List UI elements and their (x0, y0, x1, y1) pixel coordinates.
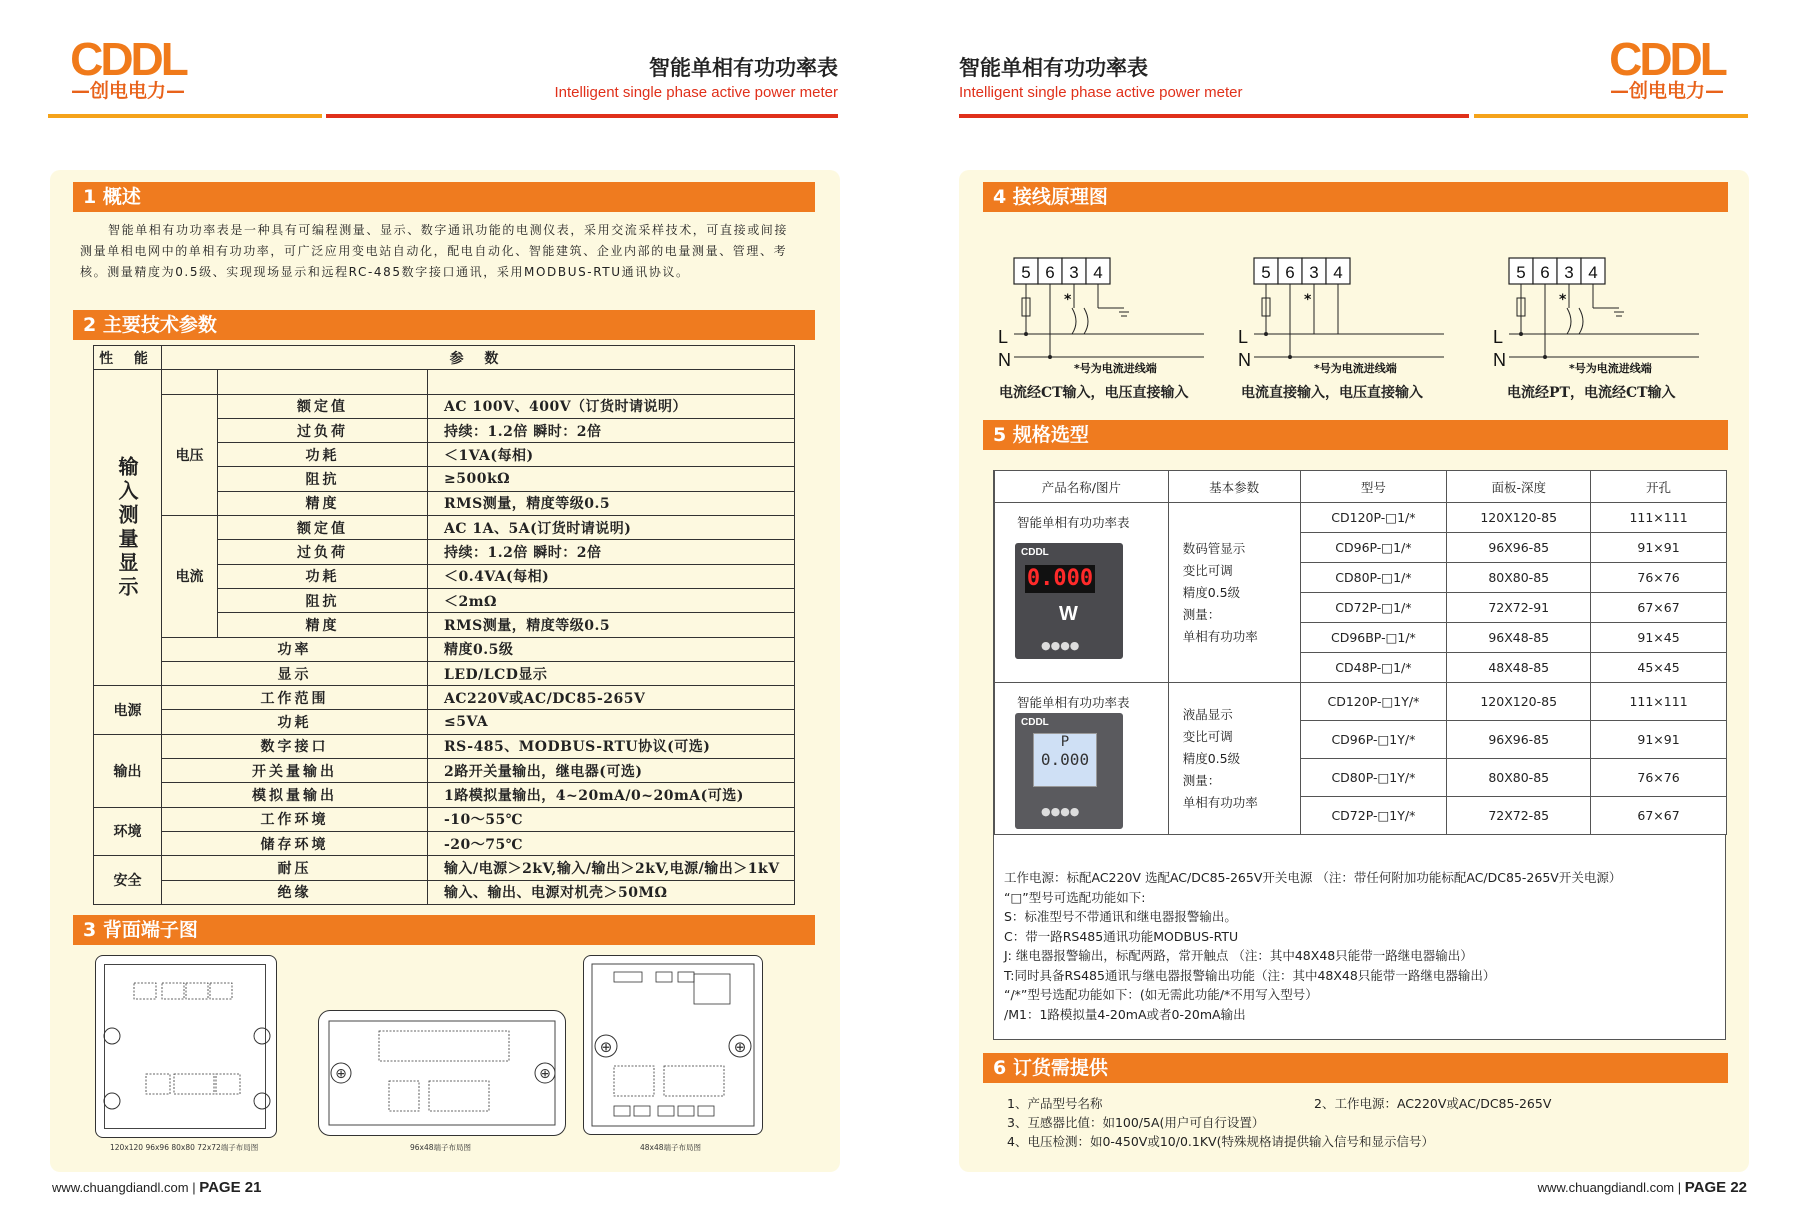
param-value: 输入/电源＞2kV,输入/输出＞2kV,电源/输出＞1kV (428, 856, 795, 880)
param-name: 精度 (218, 491, 428, 515)
param-row (94, 734, 795, 758)
param-value: ＜2mΩ (428, 588, 795, 612)
header-title-en: Intelligent single phase active power meter (554, 84, 838, 101)
group-env: 环境 (94, 807, 162, 856)
param-value: RMS测量，精度等级0.5 (428, 613, 795, 637)
param-row (94, 880, 795, 904)
tech-params-table (93, 345, 795, 905)
led-display: 0.000 (1026, 566, 1094, 591)
svg-text:*: * (1064, 292, 1072, 308)
group-voltage: 电压 (162, 394, 218, 515)
param-row (94, 807, 795, 831)
section-3-title: 3 背面端子图 (73, 915, 815, 945)
wiring-caption-2: 电流直接输入，电压直接输入 (1241, 385, 1423, 401)
param-row (94, 831, 795, 855)
current-inlet-note: *号为电流进线端 (1569, 362, 1652, 375)
order-item-2: 2、工作电源：AC220V或AC/DC85-265V (1314, 1096, 1552, 1111)
model-cell: CD72P-□1Y/* (1300, 797, 1447, 835)
product-name: 智能单相有功功率表 (1017, 515, 1130, 530)
panel-depth-cell: 72X72-91 (1447, 593, 1591, 623)
line-N-label: N (1238, 350, 1251, 370)
section-1-title: 1 概述 (73, 182, 815, 212)
param-name: 额定值 (218, 394, 428, 418)
param-name: 阻抗 (218, 588, 428, 612)
param-value: RS-485、MODBUS-RTU协议(可选) (428, 734, 795, 758)
group-power: 电源 (94, 686, 162, 735)
terminal-number: 4 (1588, 263, 1598, 282)
spec-note: /M1：1路模拟量4-20mA或者0-20mA输出 (1004, 1006, 1246, 1022)
section-6-title: 6 订货需提供 (983, 1053, 1728, 1083)
param-name: 功耗 (162, 710, 428, 734)
spec-note: “□”型号可选配功能如下: (1004, 889, 1146, 905)
terminal-number: 6 (1285, 263, 1295, 282)
current-inlet-note: *号为电流进线端 (1074, 362, 1157, 375)
spec-col-header: 开孔 (1591, 471, 1727, 503)
order-item-4: 4、电压检测：如0-450V或10/0.1KV(特殊规格请提供输入信号和显示信号） (1007, 1134, 1434, 1149)
line-L-label: L (1493, 327, 1504, 347)
panel-depth-cell: 96X48-85 (1447, 623, 1591, 653)
terminal-number: 3 (1564, 263, 1574, 282)
svg-text:⊕: ⊕ (599, 1038, 613, 1056)
model-cell: CD48P-□1/* (1300, 653, 1447, 683)
product-cell: 智能单相有功功率表 CDDL 0.000 W ●●●● (995, 503, 1169, 683)
panel-depth-cell: 48X48-85 (1447, 653, 1591, 683)
svg-text:*: * (1304, 292, 1312, 308)
header-bar-red-right (959, 114, 1469, 118)
param-value: -10～55℃ (428, 807, 795, 831)
param-value: ＜1VA(每相) (428, 443, 795, 467)
param-name: 耐压 (162, 856, 428, 880)
spec-note: C：带一路RS485通讯功能MODBUS-RTU (1004, 928, 1239, 944)
header-title-zh-right: 智能单相有功功率表 (959, 56, 1148, 80)
spec-note: T:同时具备RS485通讯与继电器报警输出功能（注：其中48X48只能带一路继电器输出） (1004, 967, 1496, 983)
spec-col-header: 基本参数 (1168, 471, 1300, 503)
model-cell: CD96P-□1/* (1300, 533, 1447, 563)
footer-left: www.chuangdiandl.com | PAGE 21 (52, 1179, 262, 1196)
panel-depth-cell: 96X96-85 (1447, 721, 1591, 759)
model-cell: CD120P-□1Y/* (1300, 683, 1447, 721)
line-N-label: N (1493, 350, 1506, 370)
cutout-cell: 91×45 (1591, 623, 1727, 653)
param-value: LED/LCD显示 (428, 661, 795, 685)
line-L-label: L (1238, 327, 1249, 347)
model-cell: CD120P-□1/* (1300, 503, 1447, 533)
terminal-number: 6 (1045, 263, 1055, 282)
param-value: 输入、输出、电源对机壳＞50MΩ (428, 880, 795, 904)
header-title-en-right: Intelligent single phase active power meter (959, 84, 1243, 101)
cutout-cell: 111×111 (1591, 503, 1727, 533)
cutout-cell: 91×91 (1591, 721, 1727, 759)
basic-params: 数码管显示 变比可调 精度0.5级 测量： 单相有功功率 (1168, 503, 1300, 683)
panel-depth-cell: 96X96-85 (1447, 533, 1591, 563)
terminal-caption-3: 48x48端子布局图 (640, 1143, 702, 1152)
basic-params: 液晶显示 变比可调 精度0.5级 测量： 单相有功功率 (1168, 683, 1300, 835)
param-name: 额定值 (218, 516, 428, 540)
param-name: 开关量输出 (162, 759, 428, 783)
param-name: 过负荷 (218, 418, 428, 442)
product-name: 智能单相有功功率表 (1017, 695, 1130, 710)
terminal-number: 5 (1021, 263, 1031, 282)
svg-text:*: * (1559, 292, 1567, 308)
terminal-number: 3 (1309, 263, 1319, 282)
spec-note: “/*”型号选配功能如下：(如无需此功能/*不用写入型号） (1004, 987, 1318, 1002)
param-name: 功率 (162, 637, 428, 661)
svg-text:⊕: ⊕ (335, 1066, 347, 1082)
param-row (94, 370, 795, 394)
param-value: ≤5VA (428, 710, 795, 734)
wiring-caption-1: 电流经CT输入，电压直接输入 (999, 385, 1189, 401)
param-row (94, 783, 795, 807)
param-row (94, 394, 795, 418)
panel-depth-cell: 80X80-85 (1447, 759, 1591, 797)
terminal-number: 5 (1261, 263, 1271, 282)
current-inlet-note: *号为电流进线端 (1314, 362, 1397, 375)
param-row (94, 710, 795, 734)
terminal-diagram-48x48 (583, 955, 763, 1135)
spec-note: 工作电源：标配AC220V 选配AC/DC85-265V开关电源 （注：带任何附加功能标配AC/DC85-265V开关电源） (1004, 870, 1622, 885)
wiring-caption-3: 电流经PT，电流经CT输入 (1507, 385, 1676, 401)
section-2-title: 2 主要技术参数 (73, 310, 815, 340)
param-name: 过负荷 (218, 540, 428, 564)
cddl-logo-right: CDDL —创电电力— (1609, 33, 1725, 102)
col-header-performance: 性 能 (94, 346, 162, 370)
spec-col-header: 产品名称/图片 (995, 471, 1169, 503)
param-name: 工作环境 (162, 807, 428, 831)
cddl-logo: CDDL —创电电力— (70, 33, 186, 102)
param-value: -20～75℃ (428, 831, 795, 855)
param-row (94, 686, 795, 710)
group-input: 输入测量显示 (94, 370, 162, 686)
col-header-params: 参 数 (162, 346, 795, 370)
model-cell: CD96BP-□1/* (1300, 623, 1447, 653)
param-name: 数字接口 (162, 734, 428, 758)
param-row (94, 759, 795, 783)
wiring-diagram-1 (994, 248, 1214, 378)
param-row (94, 856, 795, 880)
section-5-title: 5 规格选型 (983, 420, 1728, 450)
param-name: 功耗 (218, 564, 428, 588)
panel-depth-cell: 72X72-85 (1447, 797, 1591, 835)
group-current: 电流 (162, 516, 218, 637)
line-N-label: N (998, 350, 1011, 370)
model-cell: CD80P-□1Y/* (1300, 759, 1447, 797)
wiring-diagram-3 (1489, 248, 1709, 378)
unit-label: W (1059, 603, 1078, 625)
param-value: AC 100V、400V（订货时请说明） (428, 394, 795, 418)
param-row (94, 346, 795, 370)
param-value: RMS测量，精度等级0.5 (428, 491, 795, 515)
terminal-number: 6 (1540, 263, 1550, 282)
model-cell: CD80P-□1/* (1300, 563, 1447, 593)
header-title-zh: 智能单相有功功率表 (649, 56, 838, 80)
model-cell: CD72P-□1/* (1300, 593, 1447, 623)
param-value: ＜0.4VA(每相) (428, 564, 795, 588)
spec-col-header: 面板-深度 (1447, 471, 1591, 503)
param-value: 持续：1.2倍 瞬时：2倍 (428, 418, 795, 442)
panel-depth-cell: 120X120-85 (1447, 683, 1591, 721)
param-row (94, 637, 795, 661)
svg-text:⊕: ⊕ (733, 1038, 747, 1056)
param-row (94, 516, 795, 540)
header-bar-orange-right (1474, 114, 1748, 118)
spec-notes (1004, 868, 1621, 1024)
panel-depth-cell: 80X80-85 (1447, 563, 1591, 593)
order-item-1: 1、产品型号名称 (1007, 1096, 1103, 1111)
terminal-diagram-96x48 (318, 1010, 566, 1136)
param-name: 功耗 (218, 443, 428, 467)
param-name: 工作范围 (162, 686, 428, 710)
terminal-caption-1: 120x120 96x96 80x80 72x72端子布局图 (110, 1143, 259, 1152)
cutout-cell: 45×45 (1591, 653, 1727, 683)
cutout-cell: 76×76 (1591, 759, 1727, 797)
terminal-number: 4 (1333, 263, 1343, 282)
spec-row (995, 503, 1727, 533)
page-21 (0, 0, 898, 1215)
header-bar-orange (48, 114, 322, 118)
spec-col-header: 型号 (1300, 471, 1447, 503)
param-name: 储存环境 (162, 831, 428, 855)
group-safety: 安全 (94, 856, 162, 905)
section-4-title: 4 接线原理图 (983, 182, 1728, 212)
overview-text: 智能单相有功功率表是一种具有可编程测量、显示、数字通讯功能的电测仪表，采用交流采样技术，可直接或间接测量单相电网中的单相有功功率，可广泛应用变电站自动化，配电自动化、智能建筑、企业内部的电量测量、管理、考核。测量精度为0.5级、实现现场显示和远程RC-485数字接口通讯，采用MODBUS-RTU通讯协议。 (80, 223, 789, 279)
param-row (94, 661, 795, 685)
line-L-label: L (998, 327, 1009, 347)
lcd-display: 0.000 (1040, 750, 1090, 769)
terminal-caption-2: 96x48端子布局图 (410, 1143, 472, 1152)
param-value: AC 1A、5A(订货时请说明) (428, 516, 795, 540)
spec-note: S：标准型号不带通讯和继电器报警输出。 (1004, 909, 1237, 924)
param-name: 绝缘 (162, 880, 428, 904)
param-value: 精度0.5级 (428, 637, 795, 661)
cutout-cell: 67×67 (1591, 593, 1727, 623)
param-name: 精度 (218, 613, 428, 637)
spec-note: J: 继电器报警输出，标配两路，常开触点 （注：其中48X48只能带一路继电器输出） (1004, 948, 1473, 963)
cutout-cell: 111×111 (1591, 683, 1727, 721)
order-item-3: 3、互感器比值：如100/5A(用户可自行设置） (1007, 1115, 1265, 1130)
product-cell: 智能单相有功功率表 CDDL P 0.000 ●●●● (995, 683, 1169, 835)
param-name: 模拟量输出 (162, 783, 428, 807)
cutout-cell: 91×91 (1591, 533, 1727, 563)
param-value: 2路开关量输出，继电器(可选) (428, 759, 795, 783)
terminal-number: 4 (1093, 263, 1103, 282)
terminal-number: 3 (1069, 263, 1079, 282)
param-name: 显示 (162, 661, 428, 685)
param-name: 阻抗 (218, 467, 428, 491)
svg-text:⊕: ⊕ (539, 1066, 551, 1082)
header-bar-red (326, 114, 838, 118)
param-value: ≥500kΩ (428, 467, 795, 491)
terminal-diagram-large (95, 955, 277, 1138)
spec-row (995, 683, 1727, 721)
panel-depth-cell: 120X120-85 (1447, 503, 1591, 533)
cutout-cell: 76×76 (1591, 563, 1727, 593)
footer-right: www.chuangdiandl.com | PAGE 22 (1537, 1179, 1747, 1196)
cutout-cell: 67×67 (1591, 797, 1727, 835)
lcd-unit: P (1060, 734, 1070, 750)
terminal-number: 5 (1516, 263, 1526, 282)
param-value: 1路模拟量输出，4~20mA/0~20mA(可选) (428, 783, 795, 807)
group-output: 输出 (94, 734, 162, 807)
spec-table (994, 470, 1727, 835)
param-value: 持续：1.2倍 瞬时：2倍 (428, 540, 795, 564)
wiring-diagram-2 (1234, 248, 1454, 378)
param-value: AC220V或AC/DC85-265V (428, 686, 795, 710)
model-cell: CD96P-□1Y/* (1300, 721, 1447, 759)
